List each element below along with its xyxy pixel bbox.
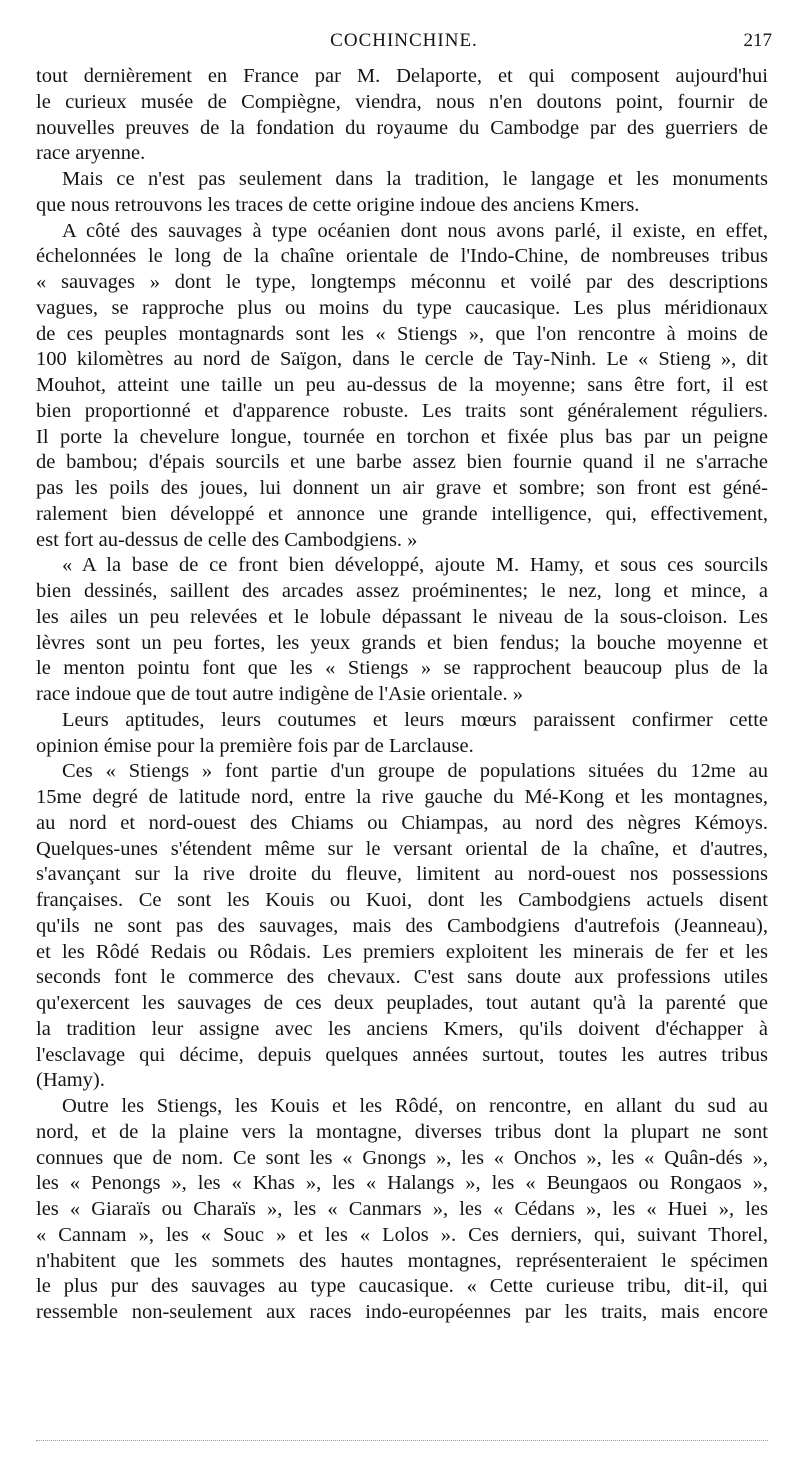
text-line: A côté des sauvages à type océanien dont nous avons parlé, il existe, en effet,: [62, 219, 768, 242]
text-line: « sauvages » dont le type, longtemps méconnu et voilé par des descriptions: [36, 271, 768, 293]
text-line: le menton pointu font que les « Stiengs » se rapprochent beaucoup plus de la: [36, 657, 768, 680]
text-line: race indoue que de tout autre indigène de l'Asie orientale. »: [36, 683, 523, 705]
text-line: Leurs aptitudes, leurs coutumes et leurs mœurs paraissent confirmer cette: [62, 708, 768, 731]
text-line: nouvelles preuves de la fondation du royaume du Cambodge par des guerriers de: [36, 116, 768, 139]
text-line: le plus pur des sauvages au type caucasique. « Cette curieuse tribu, dit-il, qui: [36, 1275, 768, 1298]
text-line: qu'ils ne sont pas des sauvages, mais des Cambodgiens d'autrefois (Jeanneau),: [36, 914, 768, 937]
text-line: Mais ce n'est pas seulement dans la tradition, le langage et les monuments: [62, 168, 768, 190]
text-line: Mouhot, atteint une taille un peu au-dessus de la moyenne; sans être fort, il est: [36, 374, 768, 396]
text-line: race aryenne.: [36, 142, 146, 165]
text-line: Ces « Stiengs » font partie d'un groupe de populations situées du 12me au: [62, 760, 768, 783]
text-line: connues que de nom. Ce sont les « Gnongs », les « Onchos », les « Quân-dés »,: [36, 1146, 768, 1169]
text-line: tout dernièrement en France par M. Delaporte, et qui composent aujourd'hui: [36, 65, 768, 87]
text-line: bien dessinés, saillent des arcades assez proéminentes; le nez, long et mince, a: [36, 580, 768, 602]
text-line: les ailes un peu relevées et le lobule dépassant le niveau de la sous-cloison. Les: [36, 605, 768, 628]
text-line: échelonnées le long de la chaîne orientale de l'Indo-Chine, de nombreuses tribus: [36, 245, 768, 268]
page-number: 217: [743, 30, 772, 51]
text-line: « Cannam », les « Souc » et les « Lolos ». Ces derniers, qui, suivant Thorel,: [36, 1223, 768, 1246]
text-line: « A la base de ce front bien développé, ajoute M. Hamy, et sous ces sourcils: [62, 554, 768, 577]
text-line: au nord et nord-ouest des Chiams ou Chiampas, au nord des nègres Kémoys.: [36, 811, 768, 834]
text-line: 15me degré de latitude nord, entre la rive gauche du Mé-Kong et les montagnes,: [36, 786, 768, 808]
text-line: de bambou; d'épais sourcils et une barbe assez bien fournie quand il ne s'arrache: [36, 451, 768, 474]
text-line: Quelques-unes s'étendent même sur le versant oriental de la chaîne, et d'autres,: [36, 837, 768, 860]
text-line: bien proportionné et d'apparence robuste. Les traits sont généralement réguliers.: [36, 399, 768, 422]
text-line: que nous retrouvons les traces de cette origine indoue des anciens Kmers.: [36, 193, 640, 216]
text-line: Outre les Stiengs, les Kouis et les Rôdé, on rencontre, en allant du sud au: [62, 1095, 768, 1117]
text-line: n'habitent que les sommets des hautes montagnes, représenteraient le spécimen: [36, 1249, 768, 1272]
text-line: les « Giaraïs ou Charaïs », les « Canmars », les « Cédans », les « Huei », les: [36, 1198, 768, 1220]
text-line: la tradition leur assigne avec les anciens Kmers, qu'ils doivent d'échapper à: [36, 1017, 768, 1040]
text-line: pas les poils des joues, lui donnent un air grave et sombre; son front est géné-: [36, 477, 768, 499]
text-line: françaises. Ce sont les Kouis ou Kuoi, dont les Cambodgiens actuels disent: [36, 889, 768, 911]
text-line: seconds font le commerce des chevaux. C'est sans doute aux professions utiles: [36, 966, 768, 989]
text-line: ralement bien développé et annonce une grande intelligence, qui, effectivement,: [36, 502, 768, 525]
text-line: 100 kilomètres au nord de Saïgon, dans le cercle de Tay-Ninh. Le « Stieng », dit: [36, 348, 768, 371]
text-line: Il porte la chevelure longue, tournée en torchon et fixée plus bas par un peigne: [36, 425, 768, 448]
text-line: de ces peuples montagnards sont les « Stiengs », que l'on rencontre à moins de: [36, 322, 768, 345]
text-line: les « Penongs », les « Khas », les « Halangs », les « Beungaos ou Rongaos »,: [36, 1172, 768, 1195]
text-line: et les Rôdé Redais ou Rôdais. Les premiers exploitent les minerais de fer et les: [36, 940, 768, 963]
text-line: s'avançant sur la rive droite du fleuve, limitent au nord-ouest nos possessions: [36, 863, 768, 886]
running-title: COCHINCHINE.: [330, 30, 478, 51]
text-line: lèvres sont un peu fortes, les yeux grands et bien fendus; la bouche moyenne et: [36, 631, 768, 654]
text-line: qu'exercent les sauvages de ces deux peuplades, tout autant qu'à la parenté que: [36, 992, 768, 1014]
text-line: l'esclavage qui décime, depuis quelques années surtout, toutes les autres tribus: [36, 1043, 768, 1066]
body-text: [36, 64, 768, 1326]
page-header: [36, 30, 772, 56]
text-line: opinion émise pour la première fois par de Larclause.: [36, 734, 474, 757]
text-line: (Hamy).: [36, 1069, 105, 1092]
text-line: est fort au-dessus de celle des Cambodgiens. »: [36, 528, 418, 551]
text-line: vagues, se rapproche plus ou moins du type caucasique. Les plus méridionaux: [36, 296, 768, 319]
text-line: le curieux musée de Compiègne, viendra, nous n'en doutons point, fournir de: [36, 90, 768, 113]
text-line: ressemble non-seulement aux races indo-européennes par les traits, mais encore: [36, 1301, 768, 1323]
text-line: nord, et de la plaine vers la montagne, diverses tribus dont la plupart ne sont: [36, 1120, 768, 1143]
bottom-rule: [36, 1440, 768, 1445]
